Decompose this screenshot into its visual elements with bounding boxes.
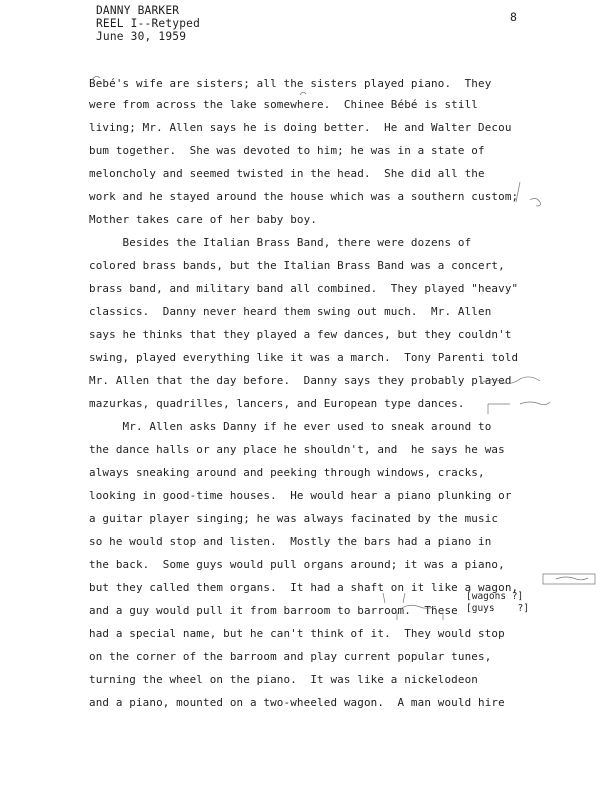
body-line: brass band, and military band all combined. They played "heavy" xyxy=(89,282,519,295)
body-line: the dance halls or any place he shouldn't, and he says he was xyxy=(89,443,505,456)
body-line: were from across the lake somewhere. Chinee Bébé is still xyxy=(89,98,478,111)
body-line: the back. Some guys would pull organs around; it was a piano, xyxy=(89,558,505,571)
body-line: but they called them organs. It had a shaft on it like a wagon, xyxy=(89,581,519,594)
body-line: so he would stop and listen. Mostly the bars had a piano in xyxy=(89,535,492,548)
body-line: had a special name, but he can't think of it. They would stop xyxy=(89,627,505,640)
header-name: DANNY BARKER xyxy=(96,4,180,17)
body-line: looking in good-time houses. He would hear a piano plunking or xyxy=(89,489,512,502)
body-line: classics. Danny never heard them swing out much. Mr. Allen xyxy=(89,305,492,318)
body-line: and a piano, mounted on a two-wheeled wagon. A man would hire xyxy=(89,696,505,709)
body-line: work and he stayed around the house which was a southern custom; xyxy=(89,190,519,203)
body-line: Besides the Italian Brass Band, there were dozens of xyxy=(89,236,472,249)
body-line: bum together. She was devoted to him; he was in a state of xyxy=(89,144,485,157)
body-line: on the corner of the barroom and play current popular tunes, xyxy=(89,650,492,663)
body-line: Mother takes care of her baby boy. xyxy=(89,213,318,226)
body-line: Mr. Allen that the day before. Danny says they probably played xyxy=(89,374,512,387)
header-date: June 30, 1959 xyxy=(96,30,187,43)
note-guys: [guys ?] xyxy=(466,603,529,614)
body-line: turning the wheel on the piano. It was like a nickelodeon xyxy=(89,673,478,686)
note-wagons: [wagons ?] xyxy=(466,591,524,602)
body-line: always sneaking around and peeking through windows, cracks, xyxy=(89,466,485,479)
body-line: a guitar player singing; he was always facinated by the music xyxy=(89,512,499,525)
body-line: Mr. Allen asks Danny if he ever used to sneak around to xyxy=(89,420,492,433)
body-line: colored brass bands, but the Italian Brass Band was a concert, xyxy=(89,259,505,272)
page-number: 8 xyxy=(510,10,517,24)
body-line: swing, played everything like it was a march. Tony Parenti told xyxy=(89,351,519,364)
body-line: and a guy would pull it from barroom to barroom. These xyxy=(89,604,458,617)
body-line: meloncholy and seemed twisted in the head. She did all the xyxy=(89,167,485,180)
header-reel: REEL I--Retyped xyxy=(96,17,201,30)
body-line: living; Mr. Allen says he is doing better. He and Walter Decou xyxy=(89,121,512,134)
body-line: Bebé's wife are sisters; all the sisters played piano. They xyxy=(89,77,492,90)
body-line: mazurkas, quadrilles, lancers, and European type dances. xyxy=(89,397,465,410)
body-line: says he thinks that they played a few dances, but they couldn't xyxy=(89,328,512,341)
